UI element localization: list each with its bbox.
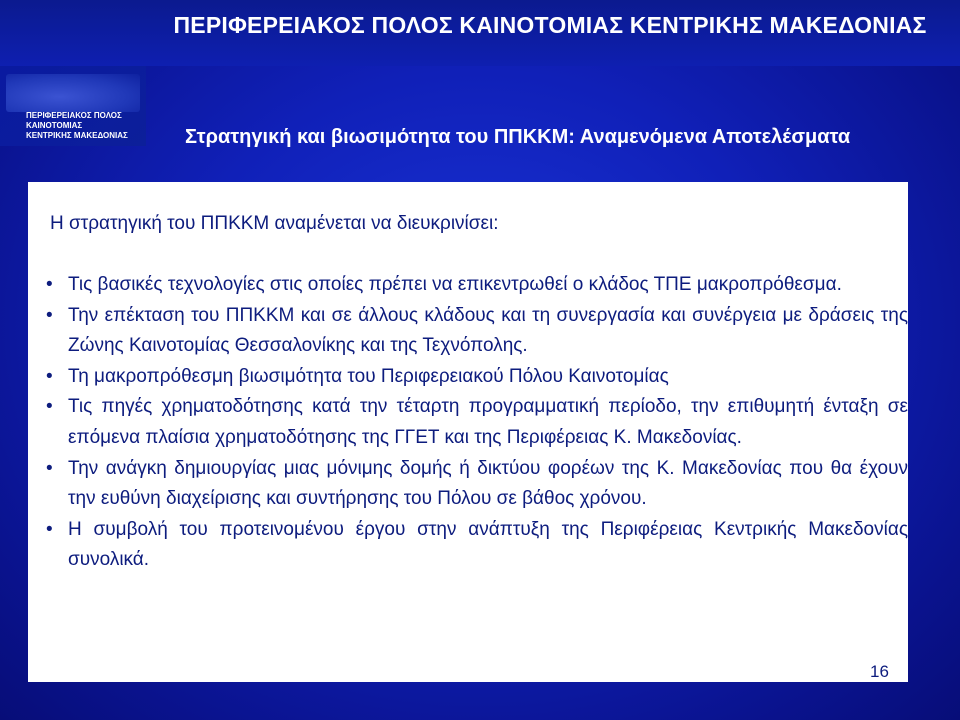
logo-graphic: [6, 74, 140, 112]
list-item: [46, 301, 908, 362]
logo-line: ΚΑΙΝΟΤΟΜΙΑΣ: [26, 121, 83, 130]
slide-subtitle: Στρατηγική και βιωσιμότητα του ΠΠΚΚΜ: Αναμενόμενα Αποτελέσματα: [185, 126, 851, 148]
slide-main-title: ΠΕΡΙΦΕΡΕΙΑΚΟΣ ΠΟΛΟΣ ΚΑΙΝΟΤΟΜΙΑΣ ΚΕΝΤΡΙΚΗΣ ΜΑΚΕΔΟΝΙΑΣ: [173, 12, 927, 38]
bullet-icon: •: [46, 274, 53, 295]
page-number: 16: [870, 662, 889, 681]
list-item: [46, 362, 908, 393]
bullet-icon: •: [46, 518, 53, 540]
bullet-text: Την επέκταση του ΠΠΚΚΜ και σε άλλους κλάδους και τη συνεργασία και συνέργεια με δράσεις της Ζώνης Καινοτομίας Θεσσαλονίκης και της Τεχνόπολης.: [68, 304, 908, 357]
intro-text: Η στρατηγική του ΠΠΚΚΜ αναμένεται να διευκρινίσει:: [50, 213, 499, 234]
bullet-icon: •: [46, 396, 53, 418]
bullet-text: Την ανάγκη δημιουργίας μιας μόνιμης δομής ή δικτύου φορέων της Κ. Μακεδονίας που θα έχουν την ευθύνη διαχείρισης και συντήρησης του Πόλου σε βάθος χρόνου.: [68, 457, 908, 510]
bullet-text: Τη μακροπρόθεσμη βιωσιμότητα του Περιφερειακού Πόλου Καινοτομίας: [68, 365, 669, 387]
list-item: [46, 270, 908, 301]
logo-line: ΠΕΡΙΦΕΡΕΙΑΚΟΣ ΠΟΛΟΣ: [26, 111, 122, 120]
logo-line: ΚΕΝΤΡΙΚΗΣ ΜΑΚΕΔΟΝΙΑΣ: [26, 131, 128, 140]
bullet-text: Τις πηγές χρηματοδότησης κατά την τέταρτη προγραμματική περίοδο, την επιθυμητή ένταξη σε επόμενα πλαίσια χρηματοδότησης της ΓΓΕΤ και της Περιφέρειας Κ. Μακεδονίας.: [68, 396, 908, 448]
bullet-icon: •: [46, 365, 53, 387]
bullet-text: Τις βασικές τεχνολογίες στις οποίες πρέπει να επικεντρωθεί ο κλάδος ΤΠΕ μακροπρόθεσμα.: [68, 274, 842, 295]
bullet-icon: •: [46, 457, 53, 479]
list-item: [46, 454, 908, 515]
list-item: [46, 515, 908, 576]
bullet-icon: •: [46, 304, 53, 326]
bullet-text: Η συμβολή του προτεινομένου έργου στην ανάπτυξη της Περιφέρειας Κεντρικής Μακεδονίας συνολικά.: [68, 518, 908, 571]
list-item: [46, 392, 908, 453]
bullet-list: [46, 270, 908, 576]
logo-text: [26, 111, 128, 141]
